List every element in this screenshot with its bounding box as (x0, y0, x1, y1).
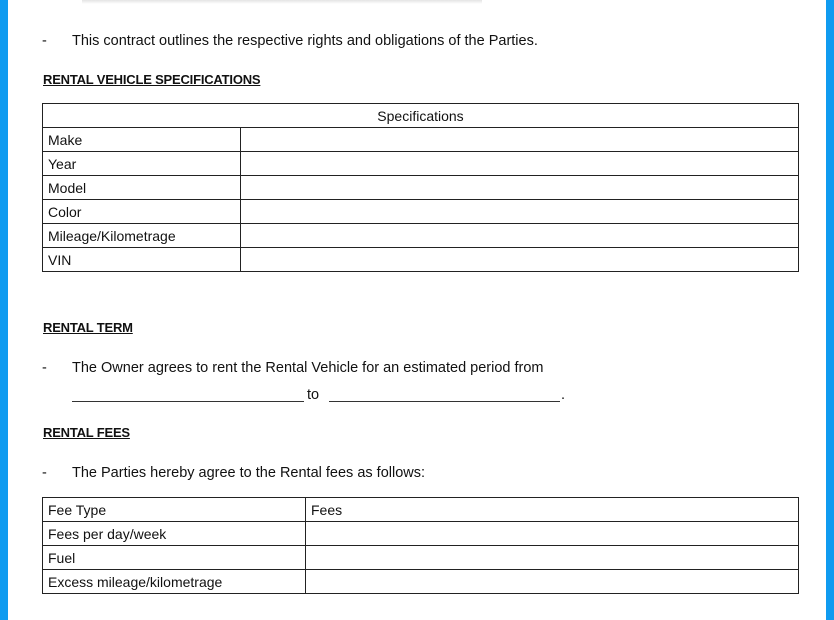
start-date-blank[interactable] (72, 401, 304, 402)
bullet-dash: - (42, 33, 47, 49)
spec-label-model: Model (43, 176, 241, 200)
table-row (43, 224, 799, 248)
table-row (43, 128, 799, 152)
spec-label-color: Color (43, 200, 241, 224)
fees-text: The Parties hereby agree to the Rental fees as follows: (72, 465, 426, 481)
intro-text: This contract outlines the respective rights and obligations of the Parties. (72, 33, 538, 49)
term-heading: RENTAL TERM (43, 320, 133, 335)
fee-value-excess-mileage[interactable] (306, 570, 799, 594)
spec-label-make: Make (43, 128, 241, 152)
term-bullet (42, 359, 544, 377)
term-text: The Owner agrees to rent the Rental Vehicle for an estimated period from (72, 360, 544, 376)
fee-value-fuel[interactable] (306, 546, 799, 570)
spec-value-vin[interactable] (241, 248, 799, 272)
cut-off-text-line (82, 0, 482, 4)
fee-value-per-day-week[interactable] (306, 522, 799, 546)
fees-header: Fees (306, 498, 799, 522)
fee-label-fuel: Fuel (43, 546, 306, 570)
end-date-blank[interactable] (329, 401, 560, 402)
table-row (43, 200, 799, 224)
specs-heading: RENTAL VEHICLE SPECIFICATIONS (43, 72, 261, 87)
spec-value-model[interactable] (241, 176, 799, 200)
fees-heading: RENTAL FEES (43, 425, 130, 440)
spec-value-color[interactable] (241, 200, 799, 224)
intro-bullet (42, 32, 538, 50)
spec-label-mileage: Mileage/Kilometrage (43, 224, 241, 248)
table-row (43, 176, 799, 200)
specs-table-title: Specifications (43, 104, 799, 128)
table-header-row (43, 498, 799, 522)
spec-value-year[interactable] (241, 152, 799, 176)
spec-value-make[interactable] (241, 128, 799, 152)
table-row (43, 104, 799, 128)
term-end-period: . (561, 387, 566, 403)
bullet-dash: - (42, 360, 47, 376)
document-page (8, 0, 826, 620)
fee-label-excess-mileage: Excess mileage/kilometrage (43, 570, 306, 594)
spec-value-mileage[interactable] (241, 224, 799, 248)
table-row (43, 522, 799, 546)
table-row (43, 546, 799, 570)
bullet-dash: - (42, 465, 47, 481)
table-row (43, 152, 799, 176)
fees-bullet (42, 464, 425, 482)
table-row (43, 248, 799, 272)
fees-table (42, 497, 799, 594)
term-between-word: to (307, 387, 320, 403)
fee-label-per-day-week: Fees per day/week (43, 522, 306, 546)
fee-type-header: Fee Type (43, 498, 306, 522)
table-row (43, 570, 799, 594)
specifications-table (42, 103, 799, 272)
spec-label-year: Year (43, 152, 241, 176)
spec-label-vin: VIN (43, 248, 241, 272)
